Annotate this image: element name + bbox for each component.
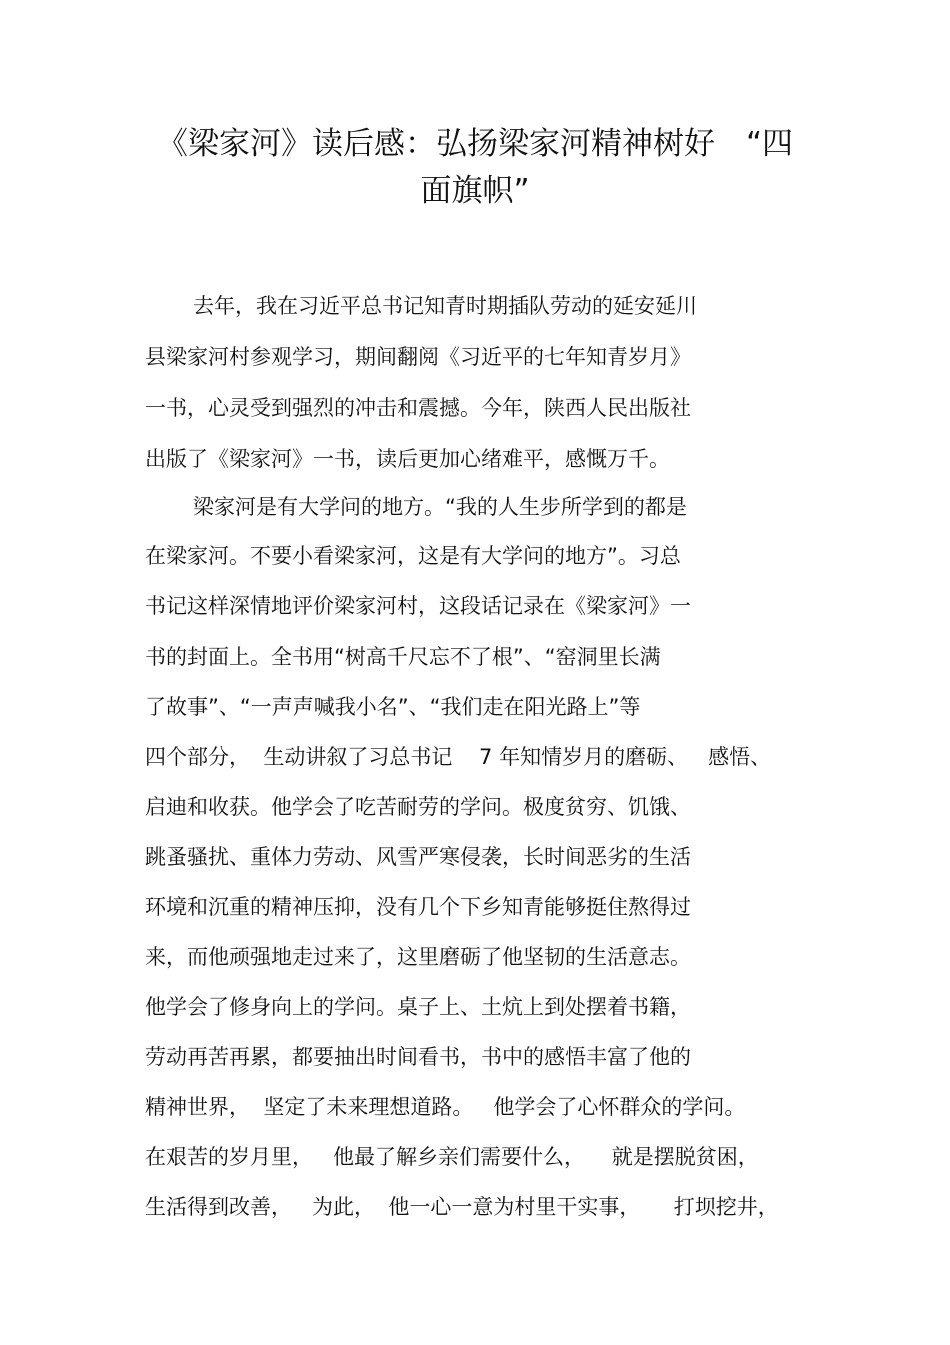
paragraph-2-line-14: 在艰苦的岁月里， 他最了解乡亲们需要什么， 就是摆脱贫困， [145,1145,759,1169]
paragraph-2-line-1: 梁家河是有大学问的地方。“我的人生步所学到的都是 [193,495,687,519]
paragraph-1-line-2: 县梁家河村参观学习，期间翻阅《习近平的七年知青岁月》 [145,345,691,369]
document-title-line-1: 《梁家河》读后感：弘扬梁家河精神树好 “四 [156,126,794,162]
paragraph-1-line-1: 去年，我在习近平总书记知青时期插队劳动的延安延川 [193,294,697,318]
paragraph-2-line-13: 精神世界， 坚定了未来理想道路。 他学会了心怀群众的学问。 [145,1095,746,1119]
paragraph-2-line-15: 生活得到改善， 为此， 他一心一意为村里干实事， 打坝挖井， [145,1195,779,1219]
paragraph-2-line-4: 书的封面上。全书用“树高千尺忘不了根”、“窑洞里长满 [145,645,661,669]
paragraph-1-line-4: 出版了《梁家河》一书，读后更加心绪难平，感慨万千。 [145,447,670,471]
paragraph-2-line-5: 了故事”、“一声声喊我小名”、“我们走在阳光路上”等 [145,695,641,719]
paragraph-2-line-10: 来，而他顽强地走过来了，这里磨砺了他坚韧的生活意志。 [145,945,691,969]
paragraph-1-line-3: 一书，心灵受到强烈的冲击和震撼。今年，陕西人民出版社 [145,396,691,420]
paragraph-2-line-7: 启迪和收获。他学会了吃苦耐劳的学问。极度贫穷、饥饿、 [145,795,691,819]
document-title-line-2: 面旗帜” [420,173,530,209]
paragraph-2-line-6: 四个部分， 生动讲叙了习总书记 7 年知情岁月的磨砺、 感悟、 [145,745,772,769]
paragraph-2-line-9: 环境和沉重的精神压抑，没有几个下乡知青能够挺住熬得过 [145,895,691,919]
paragraph-2-line-3: 书记这样深情地评价梁家河村，这段话记录在《梁家河》一 [145,594,691,618]
paragraph-2-line-11: 他学会了修身向上的学问。桌子上、土炕上到处摆着书籍， [145,995,691,1019]
paragraph-2-line-8: 跳蚤骚扰、重体力劳动、风雪严寒侵袭，长时间恶劣的生活 [145,845,691,869]
paragraph-2-line-12: 劳动再苦再累，都要抽出时间看书，书中的感悟丰富了他的 [145,1045,691,1069]
paragraph-2-line-2: 在梁家河。不要小看梁家河，这是有大学问的地方”。习总 [145,544,681,568]
